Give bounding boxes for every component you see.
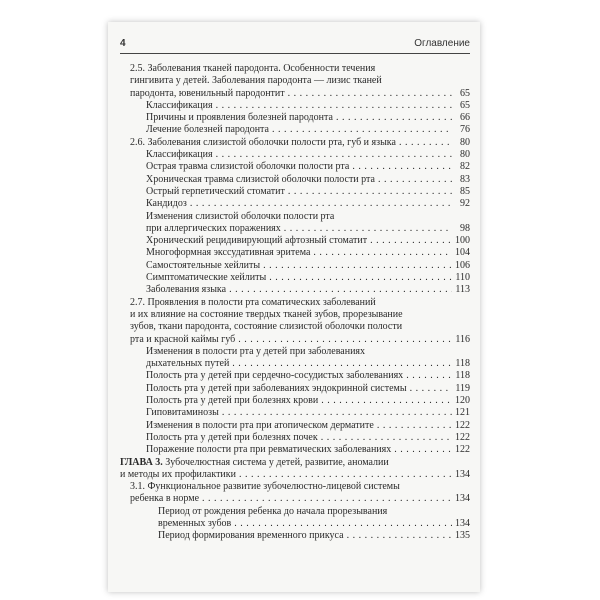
toc-page-number: 65	[460, 87, 470, 99]
table-of-contents	[120, 63, 470, 543]
toc-page-number: 104	[455, 247, 470, 259]
toc-page-number: 116	[455, 333, 470, 345]
toc-entry-text: 3.1. Функциональное развитие зубочелюстно-лицевой системы	[130, 481, 400, 493]
toc-entry-text: Изменения в полости рта у детей при заболеваниях	[146, 345, 366, 357]
toc-page-number: 106	[455, 259, 470, 271]
toc-entry-text: Причины и проявления болезней пародонта . . .	[146, 112, 452, 124]
toc-page-number: 134	[455, 468, 470, 480]
toc-page-number: 98	[460, 222, 470, 234]
toc-entry-text: и их влияние на состояние твердых тканей зубов, прорезывание	[130, 308, 403, 320]
toc-entry-text: Гиповитаминозы . . .	[146, 407, 452, 419]
running-title: Оглавление	[414, 38, 470, 49]
toc-page-number: 121	[455, 407, 470, 419]
toc-entry-text: Классификация . . .	[146, 149, 452, 161]
toc-entry-text: Хроническая травма слизистой оболочки полости рта . . .	[146, 174, 452, 186]
toc-page-number: 135	[455, 530, 470, 542]
book-page	[108, 22, 480, 592]
toc-entry-text: гингивита у детей. Заболевания пародонта — лизис тканей	[130, 75, 382, 87]
toc-entry[interactable]	[120, 420, 470, 432]
toc-entry-text: Поражение полости рта при ревматических заболеваниях . . .	[146, 444, 452, 456]
toc-page-number: 122	[455, 431, 470, 443]
toc-entry-text: Полость рта у детей при заболеваниях эндокринной системы . . .	[146, 383, 452, 395]
toc-page-number: 134	[455, 517, 470, 529]
toc-entry[interactable]	[120, 161, 470, 173]
toc-entry[interactable]	[120, 383, 470, 395]
toc-entry[interactable]	[120, 260, 470, 272]
toc-entry-text: 2.5. Заболевания тканей пародонта. Особенности течения	[130, 63, 376, 74]
toc-page-number: 113	[455, 284, 470, 296]
toc-entry[interactable]	[120, 235, 470, 247]
toc-entry[interactable]	[120, 137, 470, 149]
toc-entry[interactable]	[120, 272, 470, 284]
toc-page-number: 80	[460, 136, 470, 148]
toc-entry-text: Полость рта у детей при болезнях крови . . .	[146, 395, 452, 407]
toc-entry-text: Острый герпетический стоматит . . .	[146, 186, 452, 198]
toc-page-number: 100	[455, 235, 470, 247]
toc-entry-text: Период формирования временного прикуса . . .	[158, 530, 452, 542]
toc-entry[interactable]	[120, 149, 470, 161]
toc-entry[interactable]	[120, 530, 470, 542]
toc-entry-text: Симптоматические хейлиты . . .	[146, 272, 452, 284]
toc-entry[interactable]	[120, 370, 470, 382]
page-number: 4	[120, 38, 126, 49]
toc-page-number: 118	[455, 358, 470, 370]
toc-entry-text: Период от рождения ребенка до начала прорезывания	[158, 505, 388, 517]
toc-page-number: 122	[455, 444, 470, 456]
toc-entry[interactable]	[120, 457, 470, 482]
toc-entry[interactable]	[120, 174, 470, 186]
toc-entry[interactable]	[120, 247, 470, 259]
toc-page-number: 80	[460, 149, 470, 161]
toc-entry[interactable]	[120, 481, 470, 506]
toc-entry[interactable]	[120, 186, 470, 198]
toc-page-number: 65	[460, 99, 470, 111]
toc-entry-text: Изменения слизистой оболочки полости рта	[146, 210, 335, 222]
toc-entry-text: 2.7. Проявления в полости рта соматических заболеваний	[130, 296, 376, 308]
toc-entry[interactable]	[120, 198, 470, 210]
toc-entry[interactable]	[120, 124, 470, 136]
toc-entry-text: Острая травма слизистой оболочки полости рта . . .	[146, 161, 452, 173]
toc-page-number: 120	[455, 395, 470, 407]
toc-entry-text: Хронический рецидивирующий афтозный стоматит . . .	[146, 235, 452, 247]
toc-entry-text: Кандидоз . . .	[146, 198, 452, 210]
toc-page-number: 85	[460, 185, 470, 197]
toc-page-number: 92	[460, 198, 470, 210]
toc-entry-text: ребенка в норме . . .	[130, 493, 452, 505]
toc-page-number: 66	[460, 112, 470, 124]
page-header	[120, 38, 470, 52]
toc-page-number: 134	[455, 493, 470, 505]
toc-entry-text: при аллергических поражениях . . .	[146, 223, 452, 235]
toc-entry-text: Заболевания языка . . .	[146, 284, 452, 296]
toc-page-number: 76	[460, 124, 470, 136]
toc-entry-text: Полость рта у детей при сердечно-сосудистых заболеваниях . . .	[146, 370, 452, 382]
toc-entry-text: Самостоятельные хейлиты . . .	[146, 260, 452, 272]
header-rule	[120, 53, 470, 54]
toc-entry-text: Изменения в полости рта при атопическом дерматите . . .	[146, 420, 452, 432]
toc-page-number: 122	[455, 419, 470, 431]
toc-entry[interactable]	[120, 63, 470, 100]
toc-entry[interactable]	[120, 346, 470, 371]
toc-entry-text: Многоформная экссудативная эритема . . .	[146, 247, 452, 259]
toc-page-number: 83	[460, 173, 470, 185]
toc-entry-text: пародонта, ювенильный пародонтит . . .	[130, 88, 452, 100]
chapter-label: ГЛАВА 3.	[120, 456, 163, 468]
toc-entry[interactable]	[120, 506, 470, 531]
toc-page-number: 110	[455, 272, 470, 284]
toc-page-number: 118	[455, 370, 470, 382]
toc-entry-text: ГЛАВА 3. Зубочелюстная система у детей, развитие, аномалии	[120, 456, 389, 468]
toc-entry[interactable]	[120, 284, 470, 296]
toc-entry[interactable]	[120, 432, 470, 444]
toc-entry[interactable]	[120, 444, 470, 456]
toc-entry-text: рта и красной каймы губ . . .	[130, 334, 452, 346]
toc-entry-text: 2.6. Заболевания слизистой оболочки полости рта, губ и языка . . .	[130, 137, 452, 149]
toc-entry[interactable]	[120, 211, 470, 236]
toc-entry-text: временных зубов . . .	[158, 518, 452, 530]
toc-page-number: 82	[460, 161, 470, 173]
toc-entry[interactable]	[120, 112, 470, 124]
toc-entry[interactable]	[120, 407, 470, 419]
toc-entry-text: дыхательных путей . . .	[146, 358, 452, 370]
toc-page-number: 119	[455, 382, 470, 394]
toc-entry-text: зубов, ткани пародонта, состояние слизистой оболочки полости	[130, 321, 403, 333]
toc-entry-text: и методы их профилактики . . .	[120, 469, 452, 481]
toc-entry-text: Классификация . . .	[146, 100, 452, 112]
toc-entry-text: Лечение болезней пародонта . . .	[146, 124, 452, 136]
toc-entry-text: Полость рта у детей при болезнях почек . . .	[146, 432, 452, 444]
toc-entry[interactable]	[120, 100, 470, 112]
toc-entry[interactable]	[120, 395, 470, 407]
toc-entry[interactable]	[120, 297, 470, 346]
